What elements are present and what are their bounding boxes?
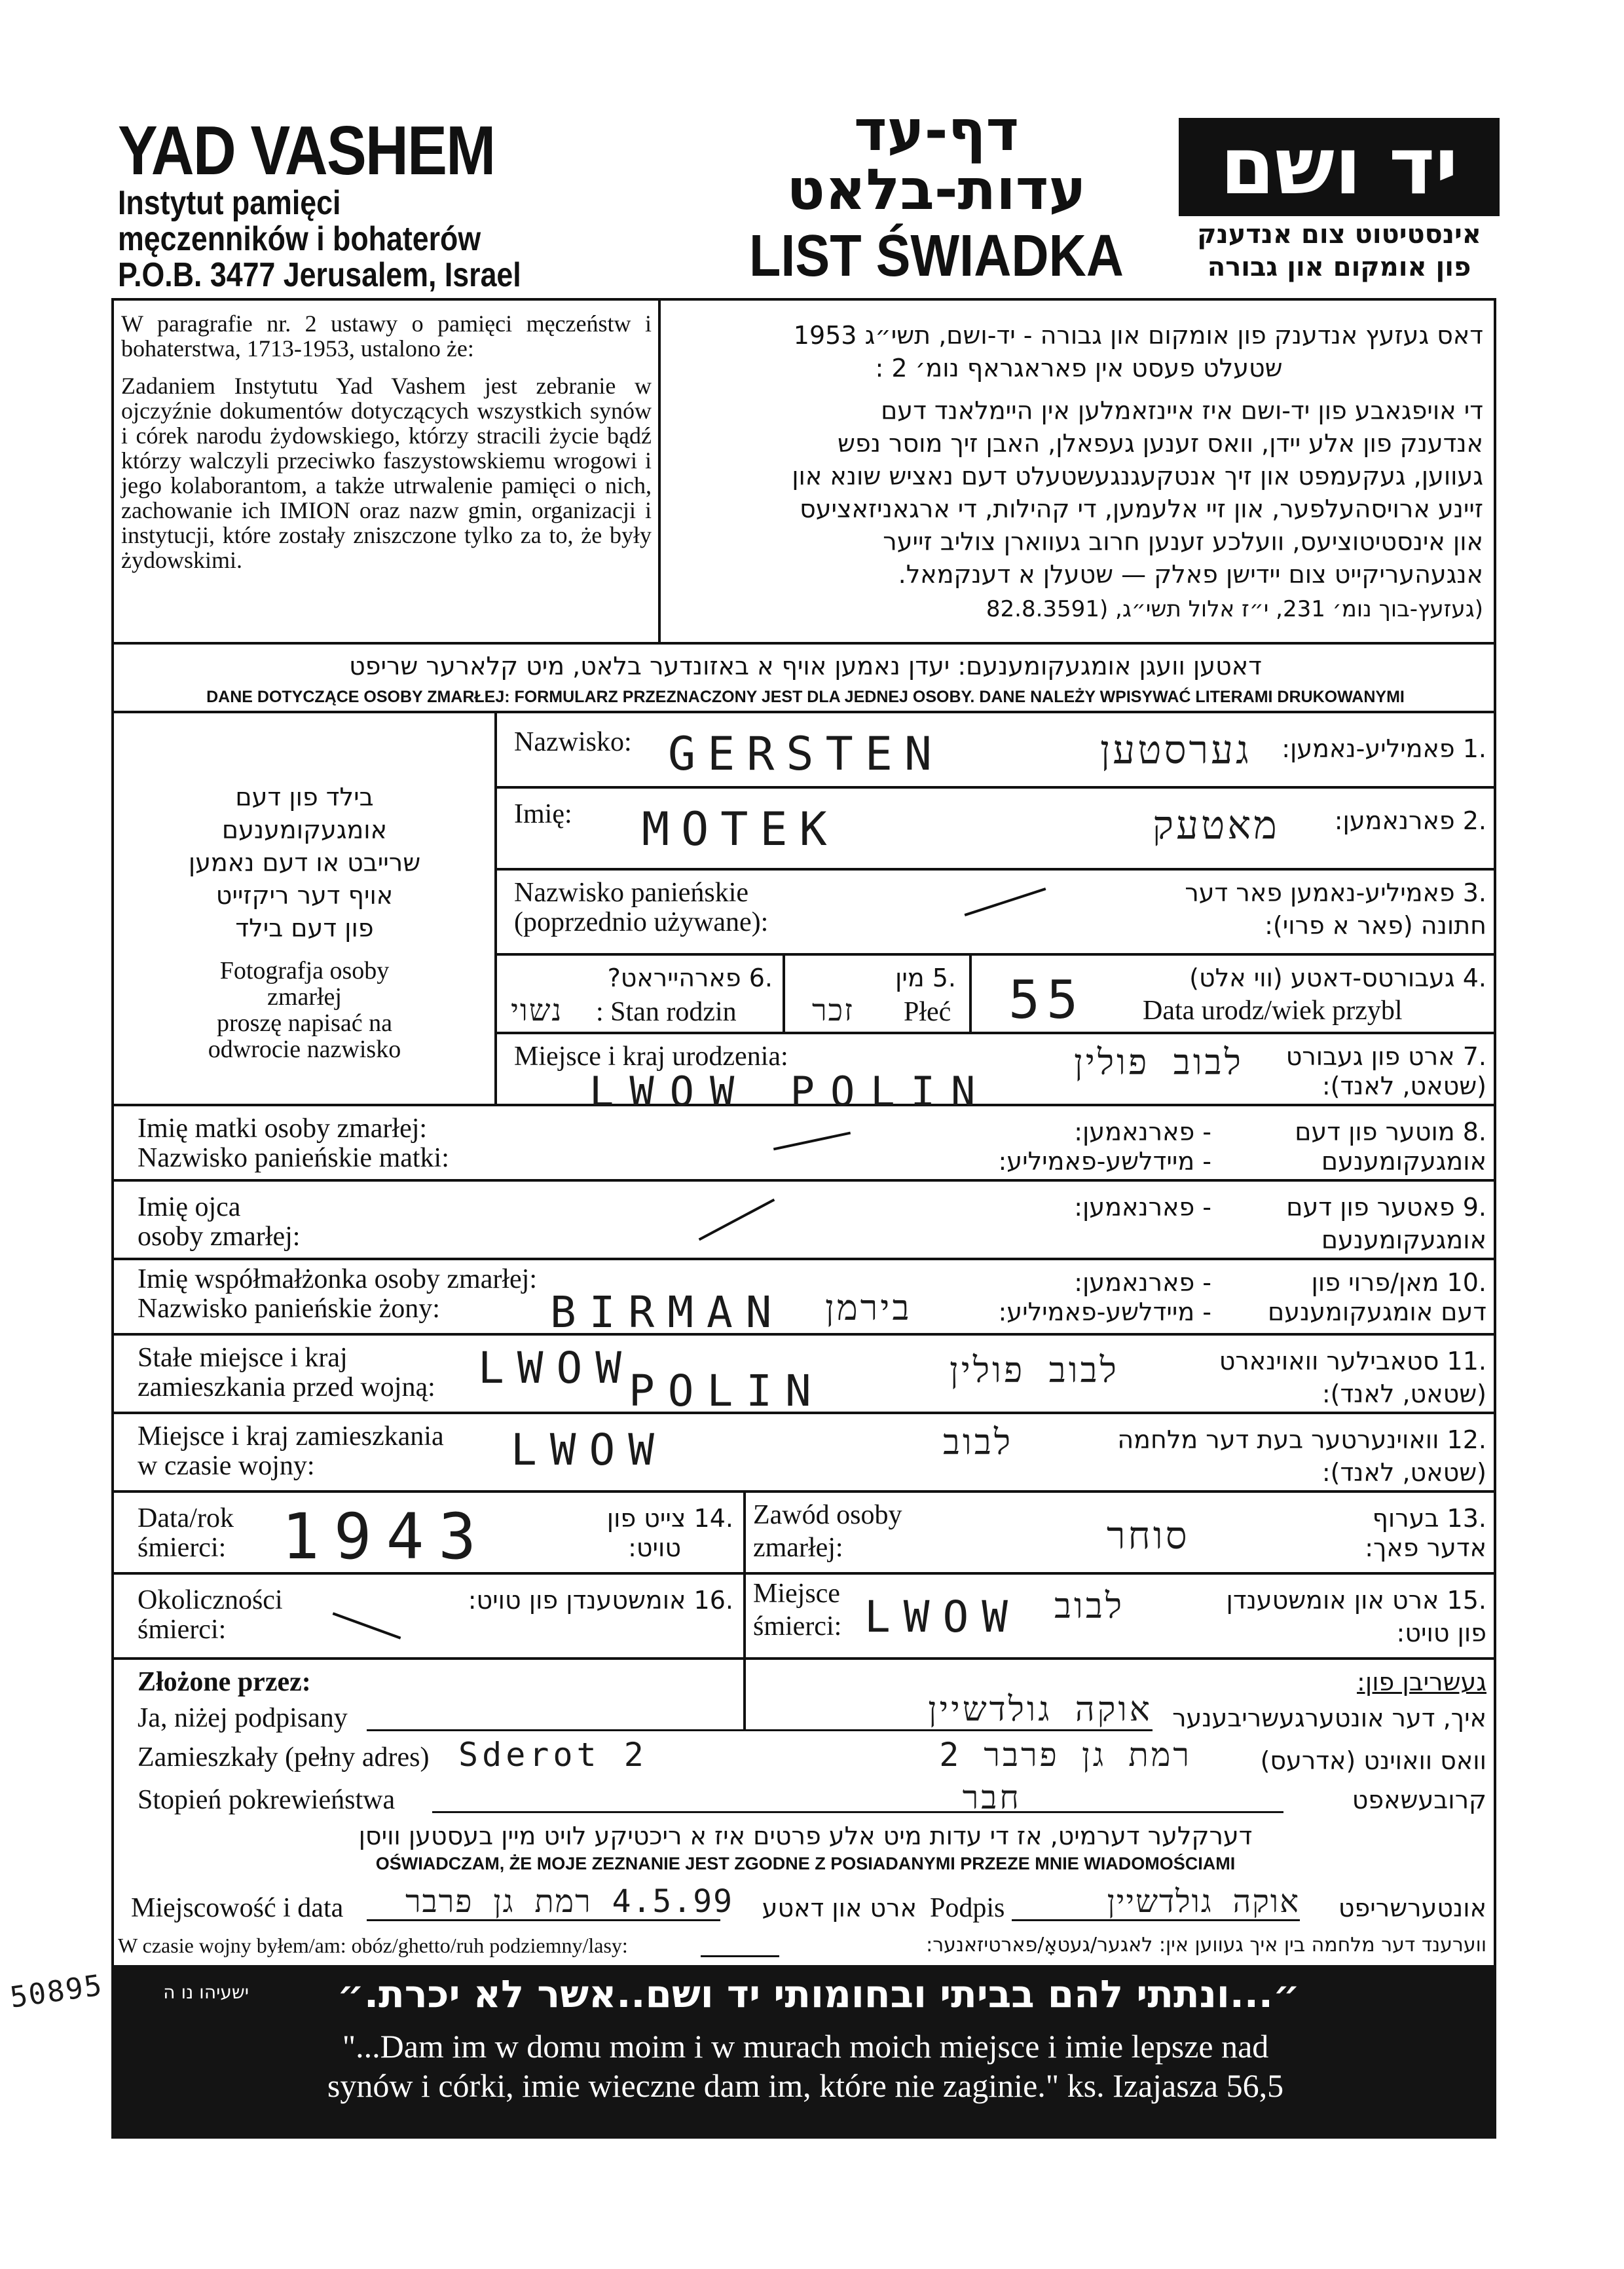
field-father-label-hebrew-2: אומגעקומענעם [1321, 1226, 1486, 1254]
field-birthdate-label-hebrew: .4 געבורטס-דאטע (ווי אלט) [1189, 964, 1486, 992]
field-death-place-label-1: Miejsce [753, 1579, 840, 1609]
field-death-circumstances-label-2: śmierci: [138, 1615, 227, 1645]
field-death-date-label-hebrew-2: טויט: [628, 1533, 681, 1562]
intro-polish-para1: W paragrafie nr. 2 ustawy o pamięci męczeństw i bohaterstwa, 1713-1953, ustalono że: [121, 310, 652, 362]
institute-line-2: męczenników i bohaterów [118, 220, 481, 258]
field-spouse-label-hebrew-1: .10 מאן/פרוי פון [1311, 1268, 1486, 1297]
field-death-place-value[interactable]: LWOW [864, 1592, 1021, 1642]
field-spouse-first-hebrew: - פארנאמען: [1074, 1268, 1211, 1297]
field-wartime-residence-label-1: Miejsce i kraj zamieszkania [138, 1421, 444, 1452]
row-line-4 [494, 1032, 1496, 1034]
intro-hebrew-1: דאס געזעץ אנדענק פון אומקום און גבורה - יד-ושם, תשי״ג 1953 [793, 321, 1483, 350]
field-birthplace-label-hebrew-1: .7 ארט פון געבורט [1285, 1042, 1486, 1071]
field-father-first-hebrew: - פארנאמען: [1074, 1193, 1211, 1222]
row4-divider-b [969, 953, 972, 1032]
field-mother-label-1: Imię matki osoby zmarłej: [138, 1114, 428, 1144]
field-death-date-label-2: śmierci: [138, 1533, 227, 1563]
footer-hebrew-quote: ״...ונתתי להם בביתי ובחומותי יד ושם..אשר לא יכרת.״ [337, 1972, 1301, 2016]
field-spouse-label-1: Imię współmałżonka osoby zmarłej: [138, 1264, 538, 1294]
submitter-header-hebrew: געשריבן פון: [1357, 1668, 1486, 1697]
field-spouse-maiden-hebrew: - מיידלשע-פאמיליע: [998, 1298, 1211, 1326]
field-wartime-residence-value[interactable]: LWOW [511, 1425, 667, 1475]
submitter-relation-value[interactable]: חבר [962, 1778, 1022, 1816]
margin-archive-number: 50895 [8, 1968, 105, 2015]
field-mother-label-2: Nazwisko panieńskie matki: [138, 1143, 449, 1173]
row-line-10 [111, 1333, 1496, 1336]
intro-hebrew-8: אנגעהעריקייט צום יידישן פאלק — שטעלן א דענקמאל. [898, 560, 1483, 589]
org-name: YAD VASHEM [118, 112, 495, 189]
field-wartime-residence-label-2: w czasie wojny: [138, 1451, 315, 1481]
field-spouse-label-hebrew-2: דעם אומגעקומענעם [1268, 1298, 1486, 1326]
row-line-8 [111, 1179, 1496, 1182]
field-married-value[interactable]: נשוי [511, 992, 563, 1028]
photo-polish-3: proszę napisać na [217, 1009, 392, 1037]
field-residence-label-2: zamieszkania przed wojną: [138, 1372, 435, 1402]
instructions-polish: DANE DOTYCZĄCE OSOBY ZMARŁEJ: FORMULARZ PRZEZNACZONY JEST DLA JEDNEJ OSOBY. DANE NALEŻY WPISYWAĆ LITERAMI DRUKOWANYMI [206, 688, 1405, 706]
field-surname-value[interactable]: GERSTEN [668, 727, 944, 781]
footer-polish-quote-1: "...Dam im w domu moim i w murach moich miejsce i imie lepsze nad [342, 2028, 1269, 2065]
field-death-circumstances-label-hebrew: .16 אומשטענדן פון טויט: [468, 1586, 733, 1615]
field-married-label-hebrew: .6 פארהייראט? [607, 964, 773, 992]
instructions-hebrew: דאטען וועגן אומגעקומענעם: יעדן נאמען אויף א באזונדער בלאט, מיט קלארער שריפט [349, 652, 1262, 681]
field-birthplace-label: Miejsce i kraj urodzenia: [514, 1041, 788, 1072]
intro-hebrew-2: שטעלט פעסט אין פאראגראף נומ׳ 2 : [875, 354, 1283, 383]
field-surname-label: Nazwisko: [514, 727, 632, 757]
logo-subtitle-2: פון אומקום און גבורה [1207, 252, 1471, 282]
intro-hebrew-3: די אויפגאבע פון יד-ושם איז איינזאמלען אין היימלאנד דעם [881, 396, 1483, 425]
field-death-place-label-hebrew-2: פון טויט: [1396, 1619, 1486, 1647]
field-occupation-label-hebrew-2: אדער פאך: [1365, 1533, 1486, 1562]
field-mother-label-hebrew-1: .8 מוטער פון דעם [1295, 1117, 1486, 1146]
photo-polish-1: Fotografja osoby [219, 957, 390, 984]
intro-hebrew-4: אנדענק פון אלע יידן, וואס זענען געפאלן, האבן זיך מוסר נפש [838, 429, 1483, 458]
place-date-label-hebrew: ארט און דאטע [762, 1894, 917, 1922]
field-father-label-2: osoby zmarłej: [138, 1222, 301, 1252]
field-sex-label: Płeć [904, 997, 951, 1027]
submitter-name-value[interactable]: אוקה גולדשיין [928, 1690, 1153, 1729]
field-father-label-1: Imię ojca [138, 1192, 241, 1222]
field-death-date-label-hebrew-1: .14 צייט פון [606, 1504, 733, 1533]
field-occupation-label-1: Zawód osoby [753, 1500, 902, 1530]
field-residence-label-1: Stałe miejsce i kraj [138, 1343, 348, 1373]
wartime-status-line [701, 1955, 779, 1957]
field-sex-label-hebrew: .5 מין [895, 964, 956, 992]
intro-hebrew-5: געווען, געקעמפט און זיך אנטקעגנגעשטעלט דעם נאציש שונא און [792, 462, 1483, 491]
field-maiden-label-hebrew-1: .3 פאמיליע-נאמען פאר דער [1185, 878, 1486, 907]
submitter-relation-line [432, 1811, 1283, 1813]
field-birthdate-label: Data urodz/wiek przybl [1143, 996, 1403, 1026]
field-married-label: : Stan rodzin [596, 997, 737, 1027]
photo-polish-2: zmarłej [267, 983, 342, 1011]
row-line-13 [111, 1572, 1496, 1575]
field-wartime-residence-label-hebrew-1: .12 וואוינערטער בעת דער מלחמה [1117, 1425, 1486, 1454]
submitter-address-value[interactable]: רמת גן פרבר 2 [939, 1736, 1192, 1774]
row-line-3 [494, 953, 1496, 956]
field-surname-label-hebrew: .1 פאמיליע-נאמען: [1282, 734, 1486, 763]
logo-yad-vashem: יד ושם [1179, 118, 1500, 216]
field-father-label-hebrew-1: .9 פאטער פון דעם [1286, 1193, 1486, 1222]
photo-hebrew-5: פון דעם בילד [235, 914, 374, 943]
row13-divider [743, 1490, 746, 1729]
field-death-place-label-2: śmierci: [753, 1611, 842, 1641]
field-surname-value-hebrew[interactable]: גערסטען [1100, 727, 1251, 773]
intro-divider [658, 298, 661, 642]
field-spouse-value-hebrew[interactable]: בירמן [825, 1287, 912, 1328]
submitter-relation-label-hebrew: קרובעשאפט [1352, 1786, 1486, 1814]
intro-hebrew-9: (געזעץ-בוך נומ׳ 231, י״ז אלול תשי״ג, (82.8.3591 [986, 596, 1483, 622]
row4-divider-a [783, 953, 785, 1032]
intro-polish-para2: Zadaniem Instytutu Yad Vashem jest zebranie w ojczyźnie dokumentów dotyczących wszystkich synów i córek narodu żydowskiego, którzy stracili życie bądź którzy walczyli przeciwko faszystowskiemu wrogowi i jego kolaborantom, a także utrwalenie pamięci o nich, zachowanie ich IMION oraz nazw gmin, organizacji i instytucji, które zostały zniszczone tylko za to, że były żydowskimi. [121, 373, 652, 573]
place-date-line [367, 1919, 720, 1921]
row-line-1 [494, 786, 1496, 789]
submitter-name-label-hebrew: איך, דער אונטערגעשריבענער [1172, 1704, 1486, 1733]
submitter-header: Złożone przez: [138, 1667, 311, 1697]
field-firstname-label: Imię: [514, 799, 572, 829]
field-occupation-label-hebrew-1: .13 בערוף [1372, 1504, 1486, 1533]
title-hebrew-2: עדות-בלאט [786, 157, 1086, 223]
signature-label-hebrew: אונטערשריפט [1338, 1894, 1486, 1922]
field-spouse-label-2: Nazwisko panieńskie żony: [138, 1294, 440, 1324]
field-birthplace-value-hebrew[interactable]: לבוב פולין [1074, 1041, 1244, 1083]
field-birthplace-label-hebrew-2: (שטאט, לאנד): [1321, 1072, 1486, 1100]
submitter-name-label: Ja, niżej podpisany [138, 1703, 348, 1733]
field-wartime-residence-label-hebrew-2: (שטאט, לאנד): [1321, 1458, 1486, 1487]
field-firstname-label-hebrew: .2 פארנאמען: [1334, 806, 1486, 835]
footer-hebrew-reference: ישעיהו נו ה [163, 1981, 249, 2003]
row-line-9 [111, 1258, 1496, 1260]
field-residence-value-1[interactable]: LWOW [478, 1343, 635, 1393]
field-maiden-label-hebrew-2: חתונה (פאר א פרוי): [1264, 911, 1486, 940]
field-mother-label-hebrew-2: אומגעקומענעם [1321, 1147, 1486, 1176]
place-date-label: Miejscowość i data [131, 1893, 344, 1923]
photo-hebrew-4: אויף דער ריקזייט [215, 881, 394, 910]
row-line-15 [111, 1657, 1496, 1660]
intro-bottom-line [111, 642, 1496, 645]
intro-hebrew-7: און אינסטיטוציעס, וועלכע זענען חרוב געווארן צוליב זייער [883, 527, 1483, 556]
address: P.O.B. 3477 Jerusalem, Israel [118, 256, 521, 294]
place-date-value[interactable]: 4.5.99 רמת גן פרבר [405, 1883, 733, 1920]
photo-hebrew-2: אומגעקומענעם [221, 816, 388, 844]
field-death-date-label-1: Data/rok [138, 1503, 234, 1533]
instructions-bottom-line [111, 711, 1496, 713]
field-residence-label-hebrew-1: .11 סטאבילער וואוינארט [1219, 1347, 1486, 1376]
field-wartime-residence-value-hebrew[interactable]: לבוב [943, 1421, 1014, 1463]
field-spouse-value[interactable]: BIRMAN [550, 1287, 785, 1338]
field-death-place-value-hebrew[interactable]: לבוב [1054, 1585, 1125, 1626]
photo-box-divider [494, 711, 497, 1104]
field-birthdate-value[interactable]: 55 [1008, 969, 1085, 1030]
field-maiden-label-2: (poprzednio używane): [514, 907, 769, 937]
photo-polish-4: odwrocie nazwisko [208, 1036, 401, 1063]
field-occupation-value[interactable]: סוחר [1107, 1513, 1190, 1558]
field-death-date-value[interactable]: 1943 [282, 1500, 491, 1573]
wartime-status-label-hebrew: ווערענד דער מלחמה בין איך געווען אין: לאגער/געטאָ/פארטיזאנער: [926, 1934, 1486, 1957]
field-residence-value-hebrew[interactable]: לבוב פולין [950, 1349, 1119, 1391]
wartime-status-label: W czasie wojny byłem/am: obóz/ghetto/ruh podziemny/lasy: [118, 1934, 628, 1957]
field-death-circumstances-label-1: Okoliczności [138, 1585, 283, 1615]
title-polish: LIST ŚWIADKA [749, 223, 1124, 289]
photo-hebrew-1: בילד פון דעם [235, 783, 374, 812]
signature-label: Podpis [930, 1893, 1005, 1923]
field-maiden-label-1: Nazwisko panieńskie [514, 878, 749, 908]
row-line-12 [111, 1490, 1496, 1493]
submitter-address-label: Zamieszkały (pełny adres) [138, 1742, 430, 1772]
declaration-polish: OŚWIADCZAM, ŻE MOJE ZEZNANIE JEST ZGODNE Z POSIADANYMI PRZEZE MNIE WIADOMOŚCIAMI [375, 1854, 1236, 1873]
title-hebrew-1: דף-עד [853, 98, 1020, 164]
field-firstname-value-hebrew[interactable]: מאטעק [1153, 802, 1280, 848]
photo-hebrew-3: שרייבט או דעם נאמען [188, 848, 421, 877]
intro-hebrew-6: זיינע ארויסהעלפער, און זיי אלעמען, די קהילות, די ארגאניזאציעס [800, 495, 1483, 523]
field-residence-label-hebrew-2: (שטאט, לאנד): [1321, 1379, 1486, 1408]
signature-value[interactable]: אוקה גולדשיין [1107, 1883, 1300, 1920]
institute-line-1: Instytut pamięci [118, 184, 341, 222]
field-residence-value-2[interactable]: POLIN [629, 1366, 824, 1416]
submitter-name-line [367, 1729, 1153, 1731]
logo-subtitle-1: אינסטיטוט צום אנדענק [1197, 219, 1481, 250]
row-line-11 [111, 1412, 1496, 1414]
field-mother-first-hebrew: - פארנאמען: [1074, 1117, 1211, 1146]
field-firstname-value[interactable]: MOTEK [642, 802, 839, 856]
row-line-2 [494, 868, 1496, 871]
field-sex-value[interactable]: זכר [812, 992, 854, 1028]
field-birthplace-value[interactable]: LWOW POLIN [589, 1068, 991, 1116]
submitter-relation-label: Stopień pokrewieństwa [138, 1785, 396, 1815]
field-occupation-label-2: zmarłej: [753, 1533, 843, 1563]
field-death-place-label-hebrew-1: .15 ארט און אומשטענדן [1226, 1586, 1486, 1615]
footer-polish-quote-2: synów i córki, imie wieczne dam im, które nie zaginie." ks. Izajasza 56,5 [327, 2067, 1284, 2104]
submitter-address-value-latin[interactable]: Sderot 2 [458, 1736, 648, 1774]
declaration-hebrew: דערקלער דערמיט, אז די עדות מיט אלע פרטים איז א ריכטיקע לויט מיין בעסטען וויסן [358, 1822, 1253, 1850]
field-mother-maiden-hebrew: - מיידלשע-פאמיליע: [998, 1147, 1211, 1176]
signature-line [1012, 1919, 1300, 1921]
submitter-address-label-hebrew: וואס וואוינט (אדרעס) [1260, 1746, 1486, 1775]
